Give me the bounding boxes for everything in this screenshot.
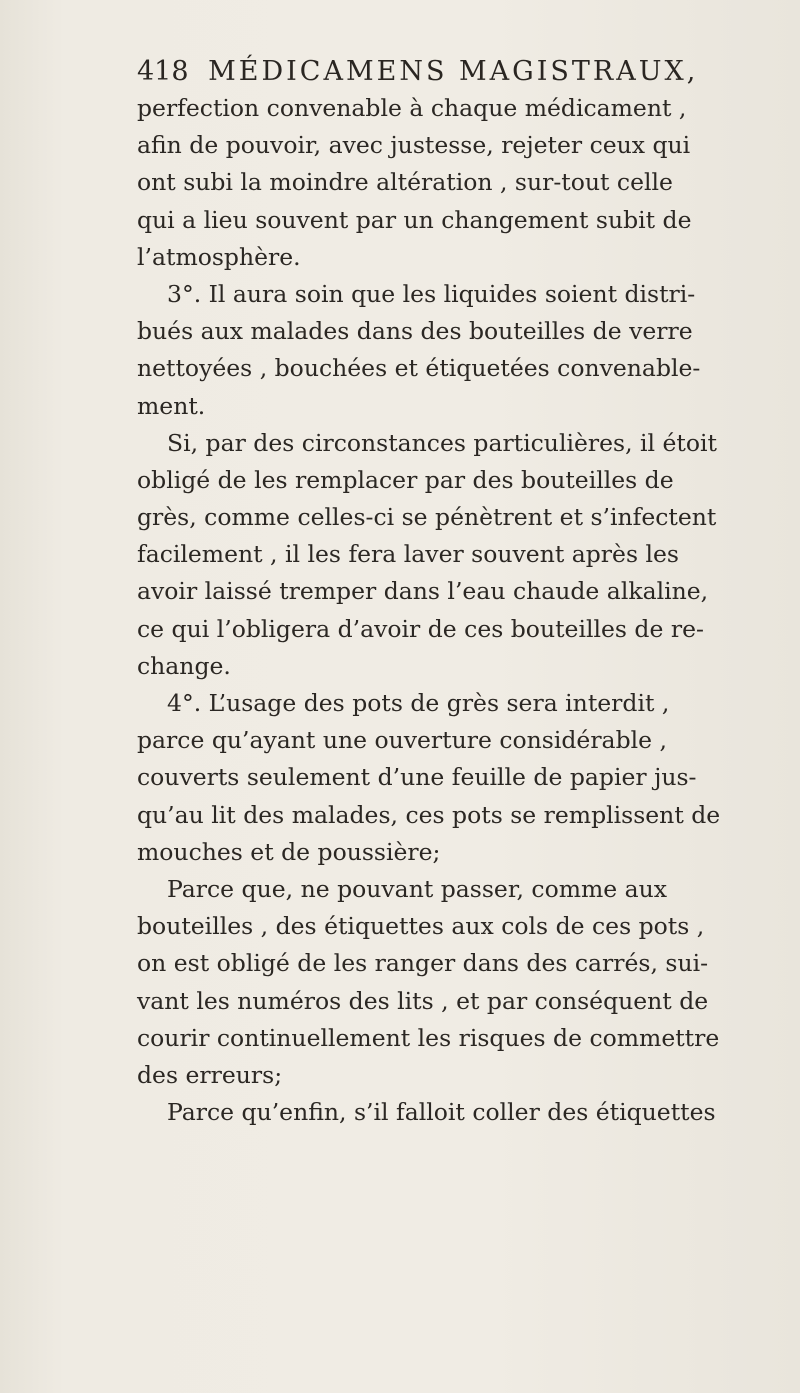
text-line: Parce qu’enfin, s’il falloit coller des étiquettes [167, 1098, 716, 1127]
text-line: change. [137, 651, 231, 680]
text-line: 4°. L’usage des pots de grès sera interdit , [167, 689, 670, 717]
text-line: avoir laissé tremper dans l’eau chaude alkaline, [137, 577, 709, 606]
text-line: Parce que, ne pouvant passer, comme aux [167, 874, 668, 903]
text-line: vant les numéros des lits , et par conséquent de [137, 986, 709, 1015]
text-line: 3°. Il aura soin que les liquides soient distri- [167, 279, 696, 308]
text-line: qui a lieu souvent par un changement subit de [137, 205, 692, 234]
text-line: qu’au lit des malades, ces pots se remplissent de [137, 800, 721, 829]
running-title: MÉDICAMENS MAGISTRAUX, [208, 56, 699, 87]
text-line: nettoyées , bouchées et étiquetées convenable- [137, 354, 701, 383]
text-line: Si, par des circonstances particulières, il étoit [167, 428, 717, 457]
text-line: parce qu’ayant une ouverture considérable , [137, 726, 667, 755]
running-head [137, 56, 698, 87]
text-line: l’atmosphère. [137, 242, 301, 271]
text-line: perfection convenable à chaque médicament , [137, 94, 687, 122]
text-line: bouteilles , des étiquettes aux cols de ces pots , [137, 912, 705, 941]
text-line: ment. [137, 391, 206, 420]
text-line: ce qui l’obligera d’avoir de ces bouteilles de re- [137, 614, 704, 643]
text-line: bués aux malades dans des bouteilles de verre [137, 317, 693, 346]
text-line: facilement , il les fera laver souvent après les [137, 540, 679, 569]
text-line: courir continuellement les risques de commettre [137, 1023, 720, 1052]
body-text [137, 90, 797, 1131]
text-line: ont subi la moindre altération , sur-tout celle [137, 168, 673, 197]
text-line: grès, comme celles-ci se pénètrent et s’infectent [137, 503, 717, 532]
text-line: couverts seulement d’une feuille de papier jus- [137, 763, 697, 792]
text-line: mouches et de poussière; [137, 837, 441, 866]
text-line: obligé de les remplacer par des bouteilles de [137, 465, 674, 494]
page-number: 418 [137, 56, 189, 87]
text-line: afin de pouvoir, avec justesse, rejeter ceux qui [137, 131, 691, 160]
text-line: on est obligé de les ranger dans des carrés, sui- [137, 949, 709, 978]
text-line: des erreurs; [137, 1060, 283, 1089]
